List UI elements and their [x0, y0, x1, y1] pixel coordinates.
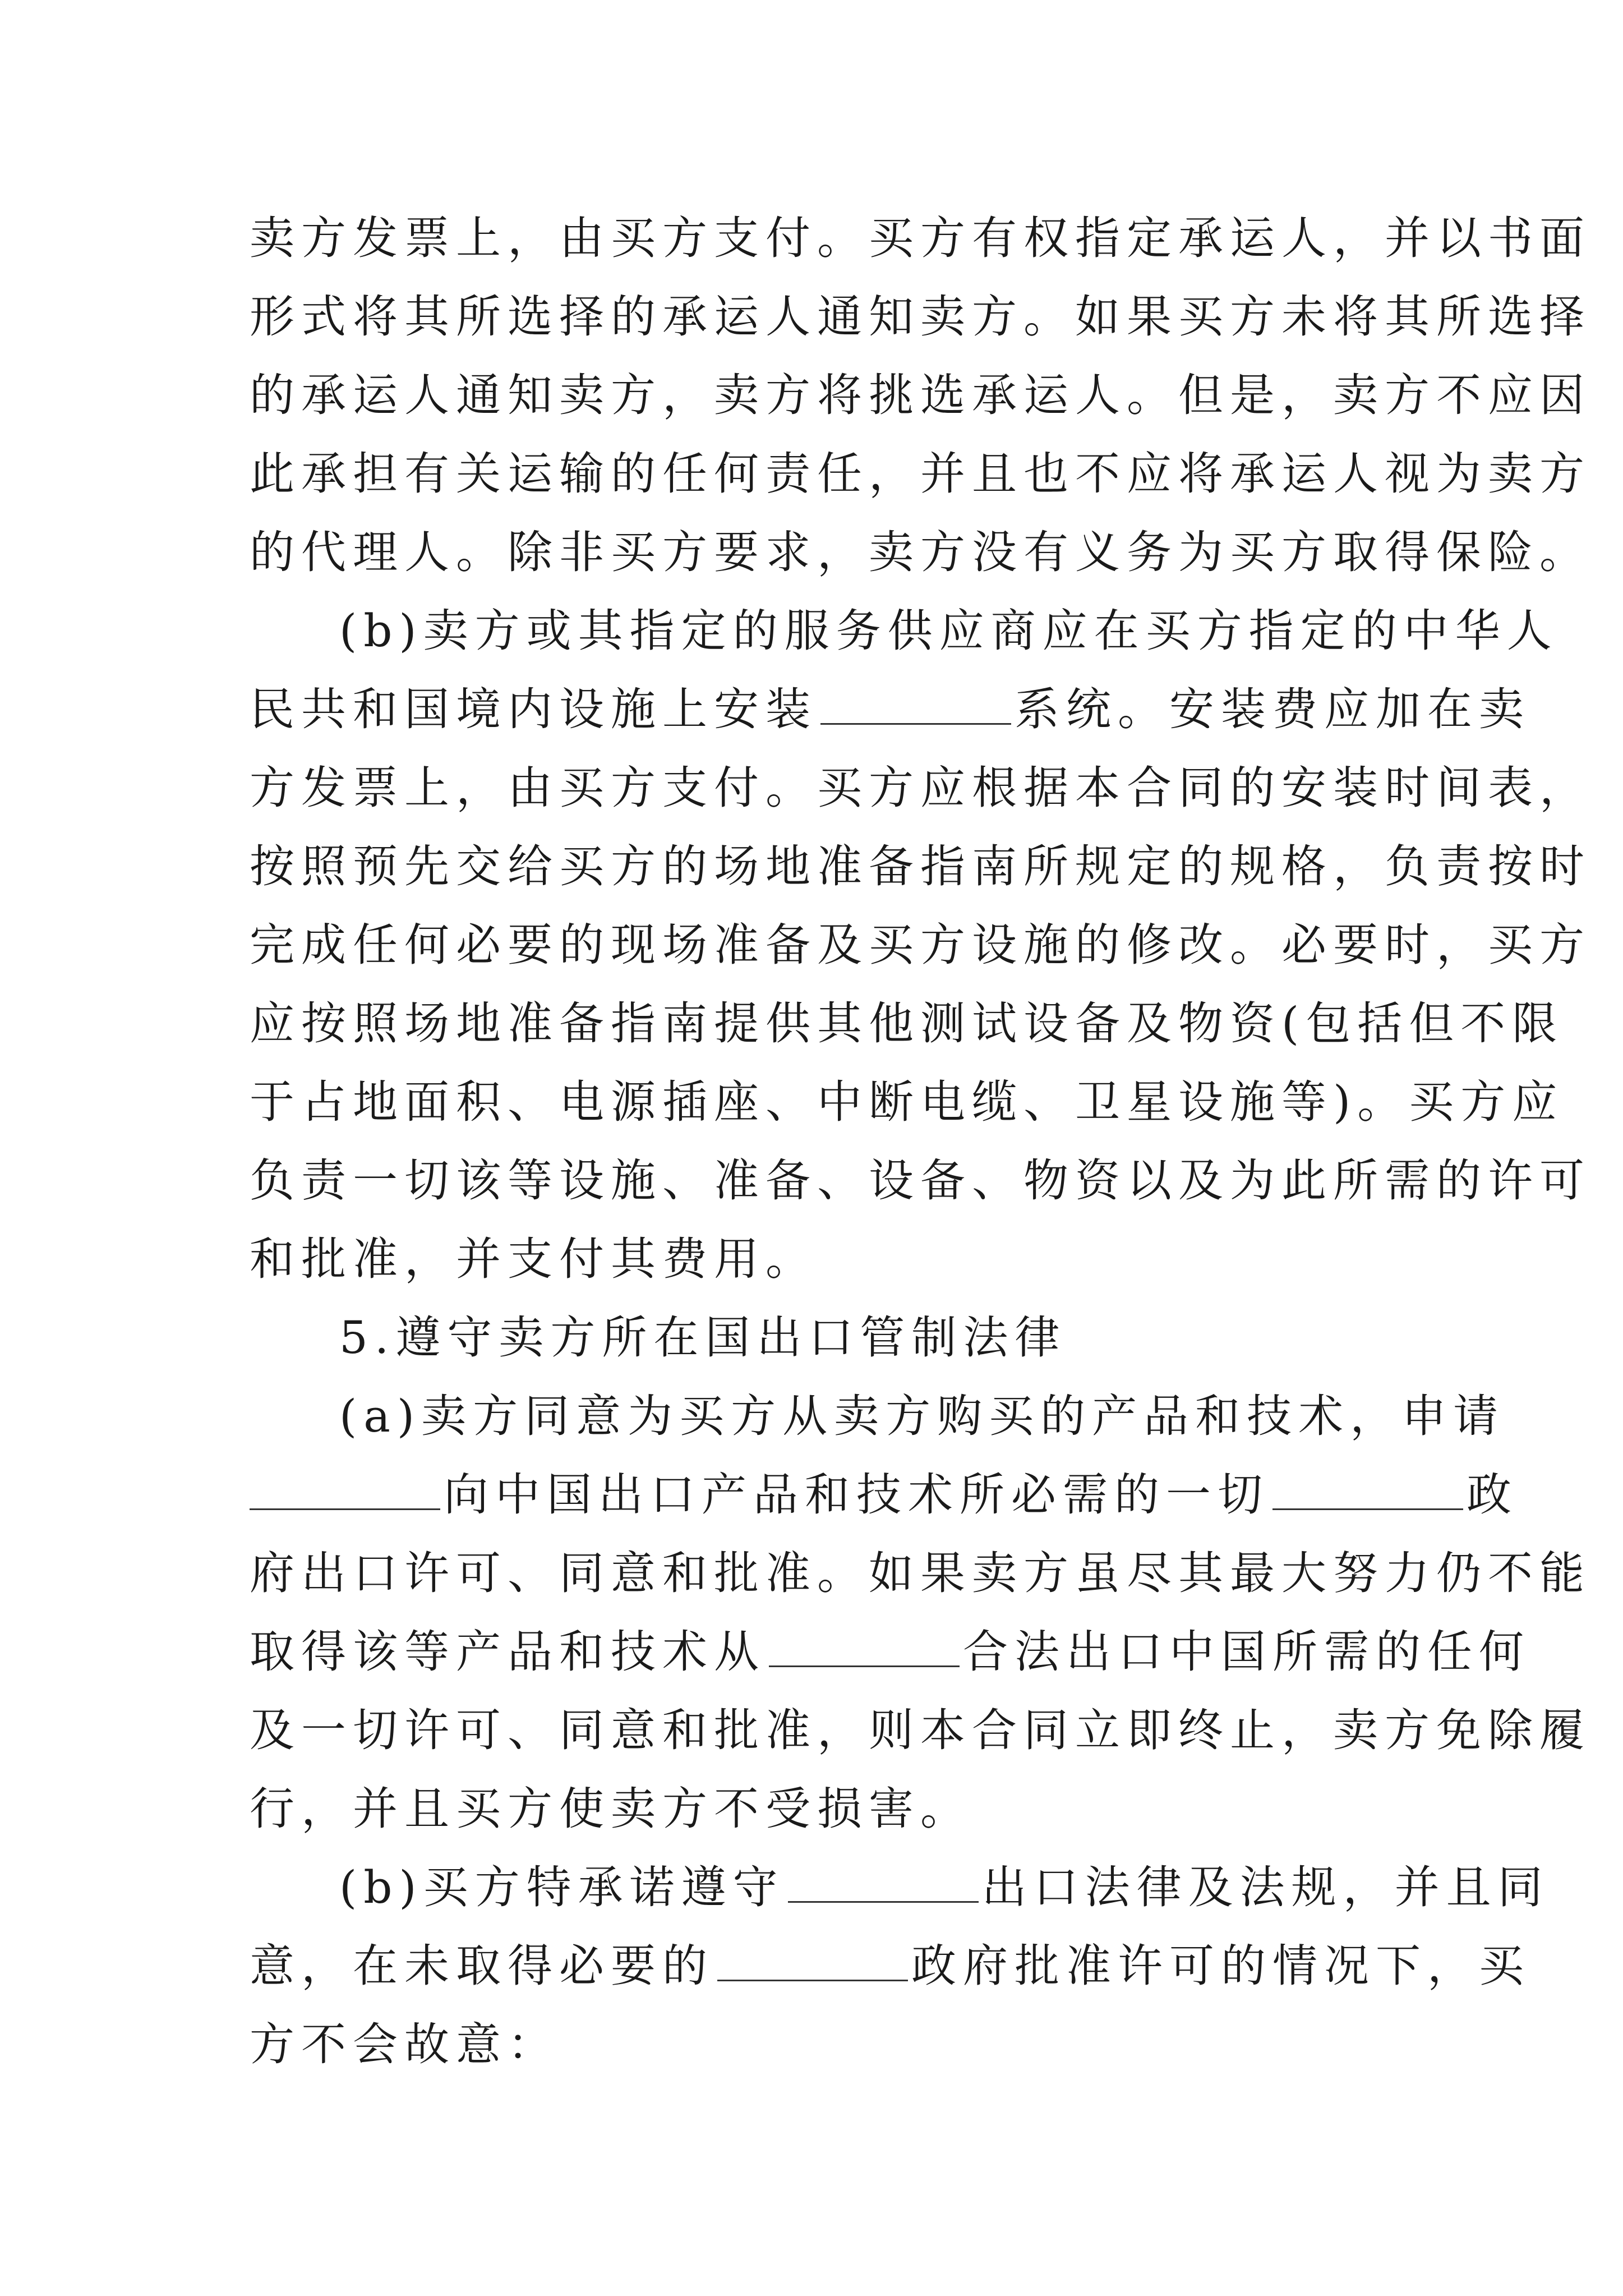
text-span: 府出口许可、同意和批准。如果卖方虽尽其最大努力仍不能 — [250, 1547, 1591, 1599]
text-span: 取得该等产品和技术从 — [250, 1626, 766, 1678]
text-span: 出口法律及法规，并且同 — [981, 1861, 1550, 1913]
text-line — [250, 1063, 1564, 1142]
text-span: 方不会故意： — [250, 2018, 559, 2070]
text-span: (b)卖方或其指定的服务供应商应在买方指定的中华人 — [339, 605, 1559, 657]
section-heading — [250, 1299, 1388, 1377]
text-span: (a)卖方同意为买方从卖方购买的产品和技术，申请 — [339, 1390, 1505, 1442]
text-line — [250, 1534, 1591, 1613]
text-span: (b)买方特承诺遵守 — [339, 1861, 785, 1913]
fill-in-blank — [250, 1469, 440, 1510]
paragraph-start-line — [250, 592, 1559, 670]
text-line — [250, 1456, 1518, 1534]
text-line — [250, 1691, 1591, 1770]
text-line — [250, 2005, 1388, 2084]
contract-text — [250, 199, 1591, 2084]
text-span: 民共和国境内设施上安装 — [250, 683, 817, 735]
text-span: 完成任何必要的现场准备及买方设施的修改。必要时，买方 — [250, 919, 1591, 971]
text-line — [250, 199, 1591, 278]
section-heading-text: 5.遵守卖方所在国出口管制法律 — [339, 1312, 1067, 1364]
text-line — [250, 749, 1591, 827]
text-line — [250, 670, 1530, 749]
text-span: 政府批准许可的情况下，买 — [911, 1940, 1530, 1992]
text-span: 合法出口中国所需的任何 — [963, 1626, 1530, 1678]
text-span: 及一切许可、同意和批准，则本合同立即终止，卖方免除履 — [250, 1704, 1591, 1756]
text-span: 系统。安装费应加在卖 — [1015, 683, 1530, 735]
paragraph-start-line — [250, 1848, 1550, 1927]
text-span: 形式将其所选择的承运人通知卖方。如果买方未将其所选择 — [250, 291, 1591, 343]
text-line — [250, 356, 1591, 435]
text-span: 此承担有关运输的任何责任，并且也不应将承运人视为卖方 — [250, 448, 1591, 500]
text-span: 方发票上，由买方支付。买方应根据本合同的安装时间表， — [250, 762, 1591, 814]
text-line — [250, 906, 1591, 984]
text-line — [250, 984, 1564, 1063]
fill-in-blank — [769, 1626, 960, 1667]
text-span: 卖方发票上，由买方支付。买方有权指定承运人，并以书面 — [250, 212, 1591, 264]
text-span: 负责一切该等设施、准备、设备、物资以及为此所需的许可 — [250, 1154, 1591, 1207]
text-span: 向中国出口产品和技术所必需的一切 — [444, 1469, 1269, 1521]
fill-in-blank — [788, 1862, 979, 1903]
text-span: 于占地面积、电源插座、中断电缆、卫星设施等)。买方应 — [250, 1076, 1564, 1128]
text-line — [250, 1142, 1591, 1220]
text-span: 应按照场地准备指南提供其他测试设备及物资(包括但不限 — [250, 997, 1564, 1050]
text-line — [250, 513, 1591, 592]
text-span: 行，并且买方使卖方不受损害。 — [250, 1783, 972, 1835]
fill-in-blank — [717, 1940, 908, 1981]
text-line — [250, 1613, 1530, 1691]
text-span: 的代理人。除非买方要求，卖方没有义务为买方取得保险。 — [250, 526, 1591, 578]
text-span: 意，在未取得必要的 — [250, 1940, 714, 1992]
fill-in-blank — [820, 684, 1011, 725]
text-span: 的承运人通知卖方，卖方将挑选承运人。但是，卖方不应因 — [250, 369, 1591, 421]
text-line — [250, 827, 1591, 906]
text-line — [250, 435, 1591, 513]
text-line — [250, 1927, 1530, 2005]
text-line — [250, 1220, 1388, 1299]
text-span: 政 — [1467, 1469, 1518, 1521]
text-line — [250, 1770, 1388, 1848]
fill-in-blank — [1272, 1469, 1463, 1510]
text-span: 和批准，并支付其费用。 — [250, 1233, 817, 1285]
text-span: 按照预先交给买方的场地准备指南所规定的规格，负责按时 — [250, 840, 1591, 892]
paragraph-start-line — [250, 1377, 1505, 1456]
text-line — [250, 278, 1591, 356]
